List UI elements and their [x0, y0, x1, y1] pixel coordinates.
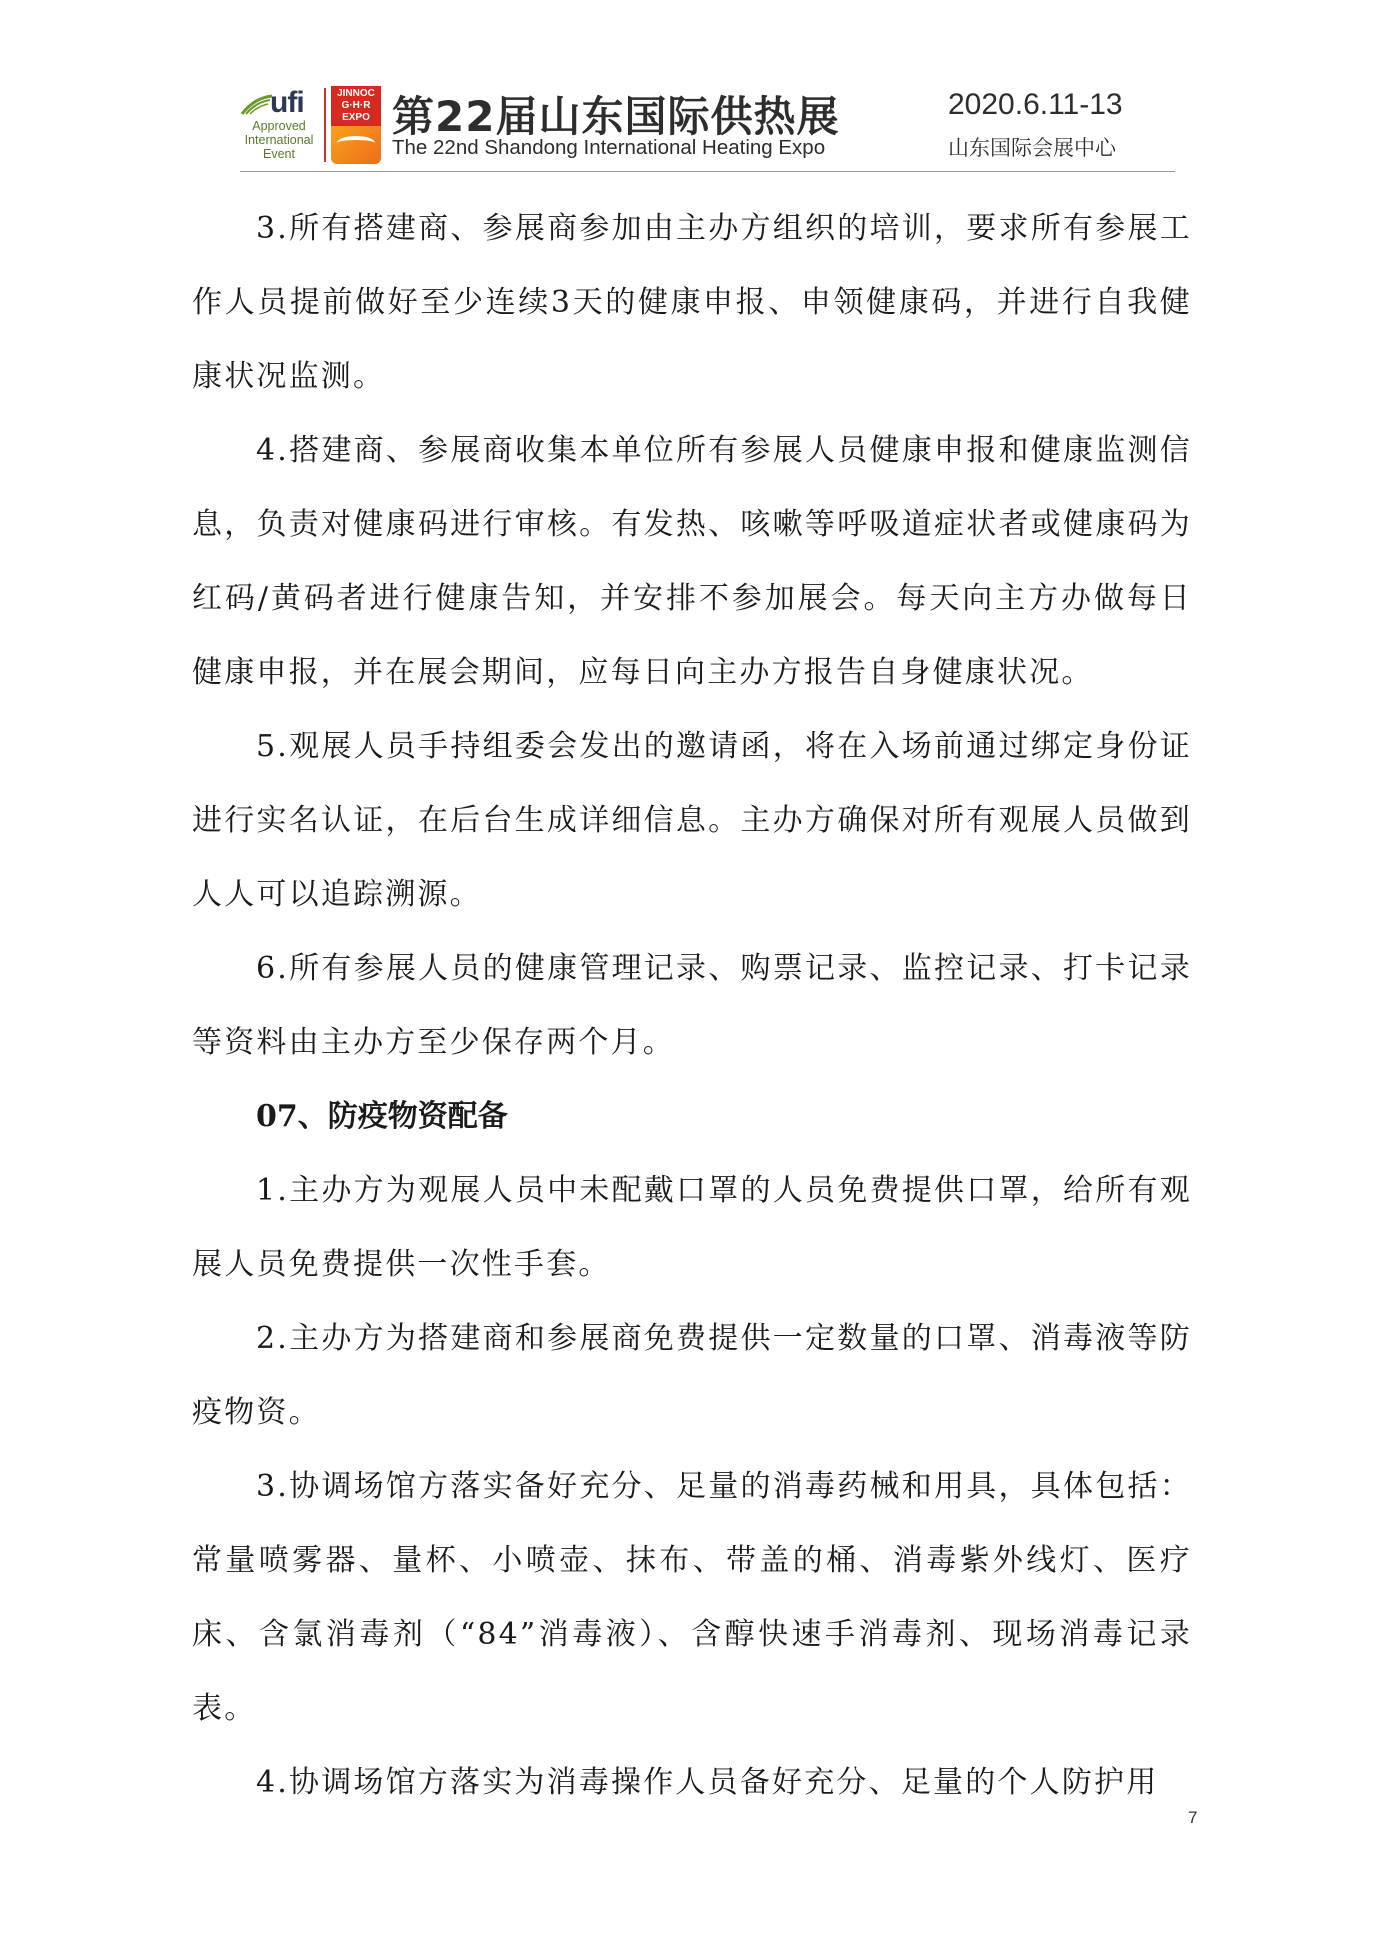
jinnoc-logo-text: JINNOC G·H·R EXPO [331, 86, 381, 126]
supply-item-4-text: 4.协调场馆方落实为消毒操作人员备好充分、足量的个人防护用 [256, 1765, 1159, 1800]
expo-date: 2020.6.11-13 [948, 88, 1123, 121]
paragraph-4 [192, 414, 1192, 710]
paragraph-3-text: 3.所有搭建商、参展商参加由主办方组织的培训，要求所有参展工作人员提前做好至少连续3天的健康申报、申领健康码，并进行自我健康状况监测。 [192, 211, 1192, 394]
flame-icon [331, 126, 381, 164]
supply-item-1-text: 1.主办方为观展人员中未配戴口罩的人员免费提供口罩，给所有观展人员免费提供一次性手套。 [192, 1173, 1192, 1282]
expo-title-cn: 第22届山东国际供热展 [392, 92, 840, 141]
ufi-logo [240, 86, 318, 166]
paragraph-3 [192, 192, 1192, 414]
jinnoc-logo [331, 86, 381, 164]
ufi-approved: Approved [252, 119, 306, 133]
paragraph-5-text: 5.观展人员手持组委会发出的邀请函，将在入场前通过绑定身份证进行实名认证，在后台生成详细信息。主办方确保对所有观展人员做到人人可以追踪溯源。 [192, 729, 1192, 912]
expo-title-en: The 22nd Shandong International Heating Expo [392, 136, 826, 159]
paragraph-5 [192, 710, 1192, 932]
paragraph-4-text: 4.搭建商、参展商收集本单位所有参展人员健康申报和健康监测信息，负责对健康码进行审核。有发热、咳嗽等呼吸道症状者或健康码为红码/黄码者进行健康告知，并安排不参加展会。每天向主方办做每日健康申报，并在展会期间，应每日向主办方报告自身健康状况。 [192, 433, 1192, 690]
ufi-wordmark: ufi [270, 86, 304, 119]
page-header [240, 80, 1175, 172]
header-divider [324, 88, 326, 162]
supply-item-3-text: 3.协调场馆方落实备好充分、足量的消毒药械和用具，具体包括：常量喷雾器、量杯、小喷壶、抹布、带盖的桶、消毒紫外线灯、医疗床、含氯消毒剂（“84”消毒液）、含醇快速手消毒剂、现场消毒记录表。 [192, 1469, 1192, 1726]
ufi-swoosh-icon [240, 94, 274, 116]
header-rule [240, 171, 1175, 172]
page-number: 7 [1188, 1808, 1198, 1827]
ufi-event: Event [263, 147, 295, 161]
supply-item-3 [192, 1450, 1192, 1746]
supply-item-4 [192, 1746, 1192, 1820]
supply-item-1 [192, 1154, 1192, 1302]
expo-venue: 山东国际会展中心 [948, 136, 1116, 160]
ufi-international: International [244, 133, 314, 147]
section-heading: 07、防疫物资配备 [256, 1099, 508, 1134]
supply-item-2-text: 2.主办方为搭建商和参展商免费提供一定数量的口罩、消毒液等防疫物资。 [192, 1321, 1192, 1430]
paragraph-6 [192, 932, 1192, 1080]
supply-item-2 [192, 1302, 1192, 1450]
paragraph-6-text: 6.所有参展人员的健康管理记录、购票记录、监控记录、打卡记录等资料由主办方至少保存两个月。 [192, 951, 1192, 1060]
